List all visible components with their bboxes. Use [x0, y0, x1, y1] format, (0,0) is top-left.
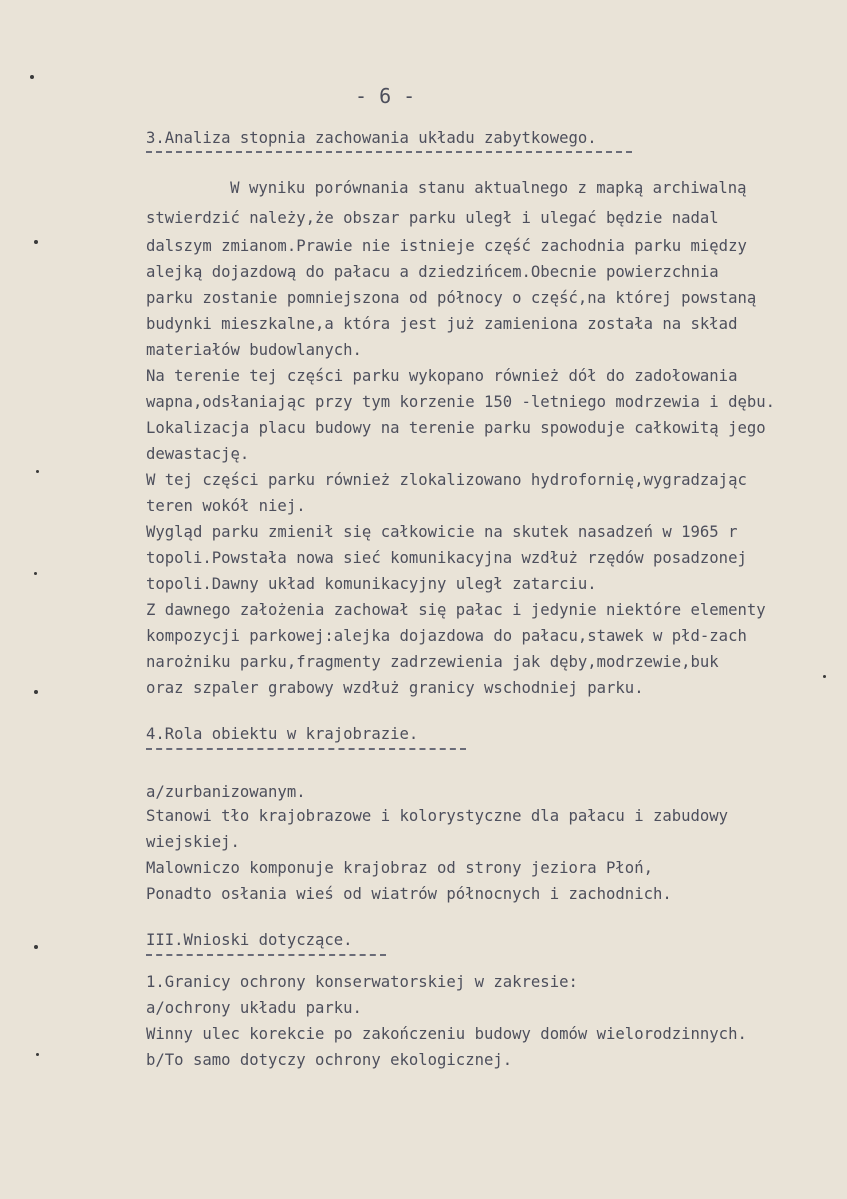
section-3-line: dewastację. — [146, 445, 250, 463]
section-3-line: stwierdzić należy,że obszar parku uległ i ulegać będzie nadal — [146, 209, 719, 227]
section-3-line: Lokalizacja placu budowy na terenie parku spowoduje całkowitą jego — [146, 419, 766, 437]
section-iii-line: b/To samo dotyczy ochrony ekologicznej. — [146, 1051, 513, 1069]
section-iii-heading-underline — [146, 954, 386, 956]
section-3-line: narożniku parku,fragmenty zadrzewienia jak dęby,modrzewie,buk — [146, 653, 719, 671]
paper-speck — [823, 675, 826, 678]
section-iii-line: a/ochrony układu parku. — [146, 999, 362, 1017]
paper-speck — [34, 945, 38, 949]
section-4-heading: 4.Rola obiektu w krajobrazie. — [146, 725, 419, 743]
section-4-line: Ponadto osłania wieś od wiatrów północnych i zachodnich. — [146, 885, 672, 903]
section-3-line: W wyniku porównania stanu aktualnego z mapką archiwalną — [202, 179, 747, 197]
section-3-line: topoli.Dawny układ komunikacyjny uległ zatarciu. — [146, 575, 597, 593]
section-3-line: budynki mieszkalne,a która jest już zamieniona została na skład — [146, 315, 738, 333]
section-3-line: kompozycji parkowej:alejka dojazdowa do pałacu,stawek w płd-zach — [146, 627, 747, 645]
section-3-heading: 3.Analiza stopnia zachowania układu zabytkowego. — [146, 129, 597, 147]
section-3-line: dalszym zmianom.Prawie nie istnieje część zachodnia parku między — [146, 237, 747, 255]
paper-speck — [34, 572, 37, 575]
page-number: - 6 - — [355, 84, 416, 108]
section-iii-line: Winny ulec korekcie po zakończeniu budowy domów wielorodzinnych. — [146, 1025, 747, 1043]
section-4-line: wiejskiej. — [146, 833, 240, 851]
paper-speck — [34, 240, 38, 244]
section-3-heading-underline — [146, 151, 632, 153]
section-4-line: a/zurbanizowanym. — [146, 783, 306, 801]
paper-speck — [36, 1053, 39, 1056]
section-4-line: Malowniczo komponuje krajobraz od strony jeziora Płoń, — [146, 859, 653, 877]
paper-speck — [36, 470, 39, 473]
paper-speck — [30, 75, 34, 79]
section-3-line: oraz szpaler grabowy wzdłuż granicy wschodniej parku. — [146, 679, 644, 697]
section-3-line: alejką dojazdową do pałacu a dziedzińcem.Obecnie powierzchnia — [146, 263, 719, 281]
section-3-line: topoli.Powstała nowa sieć komunikacyjna wzdłuż rzędów posadzonej — [146, 549, 747, 567]
section-iii-line: 1.Granicy ochrony konserwatorskiej w zakresie: — [146, 973, 578, 991]
section-3-line: Z dawnego założenia zachował się pałac i jedynie niektóre elementy — [146, 601, 766, 619]
section-3-line: teren wokół niej. — [146, 497, 306, 515]
section-iii-heading: III.Wnioski dotyczące. — [146, 931, 353, 949]
section-3-line: materiałów budowlanych. — [146, 341, 362, 359]
paper-speck — [34, 690, 38, 694]
section-4-heading-underline — [146, 748, 466, 750]
section-3-line: Wygląd parku zmienił się całkowicie na skutek nasadzeń w 1965 r — [146, 523, 738, 541]
section-4-line: Stanowi tło krajobrazowe i kolorystyczne dla pałacu i zabudowy — [146, 807, 729, 825]
section-3-line: parku zostanie pomniejszona od północy o część,na której powstaną — [146, 289, 757, 307]
section-3-line: W tej części parku również zlokalizowano hydrofornię,wygradzając — [146, 471, 747, 489]
section-3-line: wapna,odsłaniając przy tym korzenie 150 -letniego modrzewia i dębu. — [146, 393, 776, 411]
section-3-line: Na terenie tej części parku wykopano również dół do zadołowania — [146, 367, 738, 385]
